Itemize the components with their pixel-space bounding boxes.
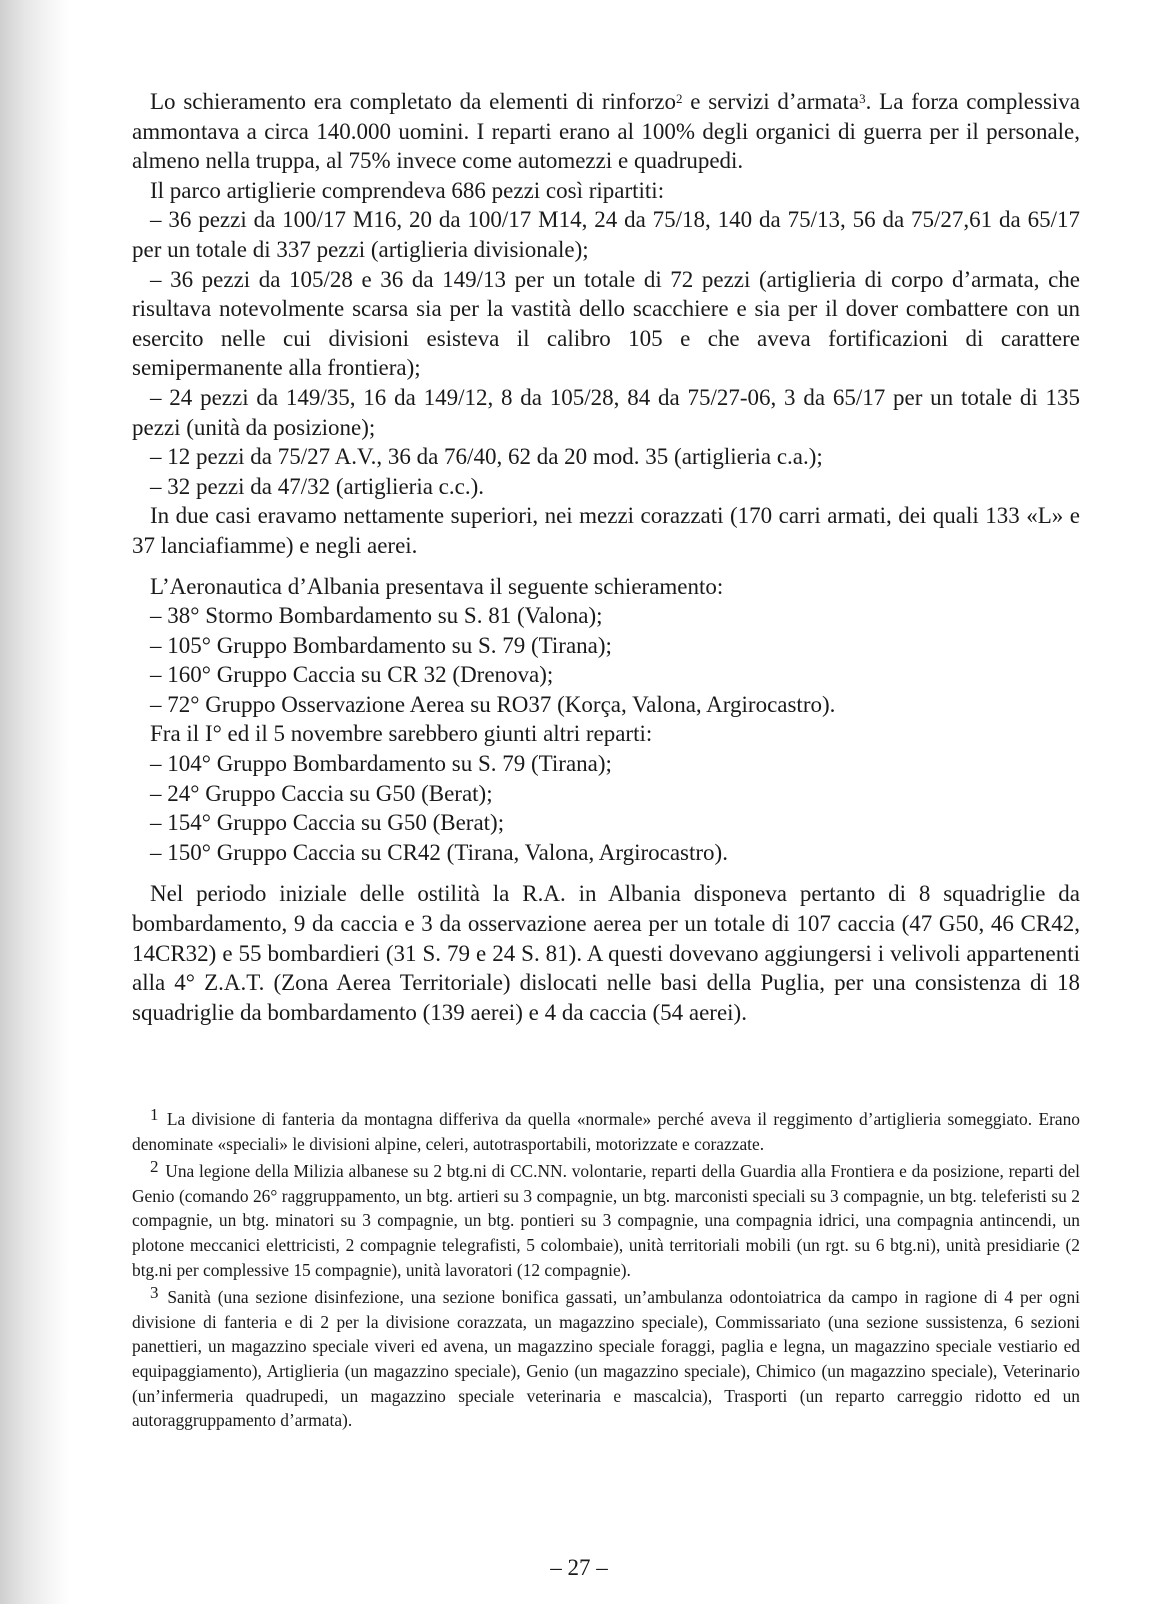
paragraph-summary: Nel periodo iniziale delle ostilità la R.A. in Albania disponeva pertanto di 8 squadriglie da bombardamento, 9 da caccia e 3 da osservazione aerea per un totale di 107 caccia (47 G50, 46 CR42, 14CR32) e 55 bombardieri (31 S. 79 e 24 S. 81). A questi dovevano aggiungersi i velivoli appartenenti alla 4° Z.A.T. (Zona Aerea Territoriale) dislocati nelle basi della Puglia, per una consistenza di 18 squadriglie da bombardamento (139 aerei) e 4 da caccia (54 aerei). — [132, 881, 1080, 1025]
list-item-artillery: – 36 pezzi da 100/17 M16, 20 da 100/17 M14, 24 da 75/18, 140 da 75/13, 56 da 75/27,61 da 65/17 per un totale di 337 pezzi (artiglieria divisionale); — [132, 207, 1080, 262]
paragraph-artillery-intro: Il parco artiglierie comprendeva 686 pezzi così ripartiti: — [150, 177, 665, 203]
list-item-air-unit: – 72° Gruppo Osservazione Aerea su RO37 (Korça, Valona, Argirocastro). — [150, 691, 836, 717]
main-text — [132, 87, 1080, 1027]
list-item-artillery: – 24 pezzi da 149/35, 16 da 149/12, 8 da 105/28, 84 da 75/27-06, 3 da 65/17 per un totale di 135 pezzi (unità da posizione); — [132, 384, 1080, 440]
footnote-3: 3 Sanità (una sezione disinfezione, una sezione bonifica gassati, un’ambulanza odontoiatrica da campo in ragione di 4 per ogni divisione di fanteria e di 2 per la divisione corazzata, un magazzino speciale), Commissariato (una sezione sussistenza, 6 sezioni panettieri, un magazzino speciale viveri ed avena, un magazzino speciale foraggi, paglia e legna, un magazzino speciale vestiario ed equipaggiamento), Artiglieria (un magazzino speciale), Genio (un magazzino speciale), Chimico (un magazzino speciale), Veterinario (un’infermeria quadrupedi, un magazzino speciale veterinaria e mascalcia), Trasporti (un reparto carreggio ridotto ed un autoraggruppamento d’armata). — [132, 1283, 1080, 1431]
list-item-air-unit-added: – 154° Gruppo Caccia su G50 (Berat); — [150, 810, 505, 836]
paragraph-superiority: In due casi eravamo nettamente superiori, nei mezzi corazzati (170 carri armati, dei quali 133 «L» e 37 lanciafiamme) e negli aerei. — [132, 503, 1080, 558]
list-item-artillery: – 12 pezzi da 75/27 A.V., 36 da 76/40, 62 da 20 mod. 35 (artiglieria c.a.); — [150, 444, 823, 470]
footnote-number: 2 — [150, 1157, 159, 1177]
footnotes — [132, 1107, 1080, 1433]
list-item-air-unit-added: – 104° Gruppo Bombardamento su S. 79 (Tirana); — [150, 751, 612, 777]
footnote-ref-3: 3 — [859, 91, 866, 106]
footnote-2: 2 Una legione della Milizia albanese su 2 btg.ni di CC.NN. volontarie, reparti della Guardia alla Frontiera e da posizione, reparti del Genio (comando 26° raggruppamento, un btg. artieri su 3 compagnie, un btg. marconisti speciali su 3 compagnie, un btg. teleferisti su 2 compagnie, un btg. minatori su 3 compagnie, un btg. pontieri su 3 compagnie, una compagnia idrici, una compagnia antincendi, un plotone meccanici elettricisti, 2 compagnie telegrafisti, 5 colombaie), unità territoriali mobili (un rgt. su 6 btg.ni), unità presidiarie (2 btg.ni per complessive 15 compagnie), unità lavoratori (12 compagnie). — [132, 1157, 1080, 1280]
paragraph-air-force-intro: L’Aeronautica d’Albania presentava il seguente schieramento: — [150, 573, 724, 599]
footnote-number: 3 — [150, 1283, 159, 1303]
footnote-ref-2: 2 — [675, 91, 683, 106]
binding-shadow — [0, 0, 70, 1604]
paragraph-reinforcements-intro: Fra il I° ed il 5 novembre sarebbero giunti altri reparti: — [150, 721, 653, 747]
footnote-1: 1 La divisione di fanteria da montagna differiva da quella «normale» perché aveva il reggimento d’artiglieria someggiato. Erano denominate «speciali» le divisioni alpine, celeri, autotrasportabili, motorizzate e corazzate. — [132, 1105, 1080, 1154]
list-item-air-unit: – 105° Gruppo Bombardamento su S. 79 (Tirana); — [150, 632, 612, 658]
list-item-artillery: – 32 pezzi da 47/32 (artiglieria c.c.). — [150, 473, 484, 499]
list-item-artillery: – 36 pezzi da 105/28 e 36 da 149/13 per un totale di 72 pezzi (artiglieria di corpo d’armata, che risultava notevolmente scarsa sia per la vastità dello scacchiere e sia per il dover combattere con un esercito nelle cui divisioni esisteva il calibro 105 e che aveva fortificazioni di carattere semipermanente alla frontiera); — [132, 266, 1080, 381]
paragraph-forces: Lo schieramento era completato da elementi di rinforzo$^2$ e servizi d’armata$^3$. La forza complessiva ammontava a circa 140.000 uomini. I reparti erano al 100% degli organici di guerra per il personale, almeno nella truppa, al 75% invece come automezzi e quadrupedi. — [132, 89, 1080, 174]
list-item-air-unit: – 38° Stormo Bombardamento su S. 81 (Valona); — [150, 603, 603, 629]
list-item-air-unit-added: – 24° Gruppo Caccia su G50 (Berat); — [150, 780, 493, 806]
page-number: – 27 – — [550, 1555, 608, 1580]
footnote-number: 1 — [150, 1105, 159, 1124]
list-item-air-unit-added: – 150° Gruppo Caccia su CR42 (Tirana, Valona, Argirocastro). — [150, 839, 728, 865]
list-item-air-unit: – 160° Gruppo Caccia su CR 32 (Drenova); — [150, 662, 554, 688]
